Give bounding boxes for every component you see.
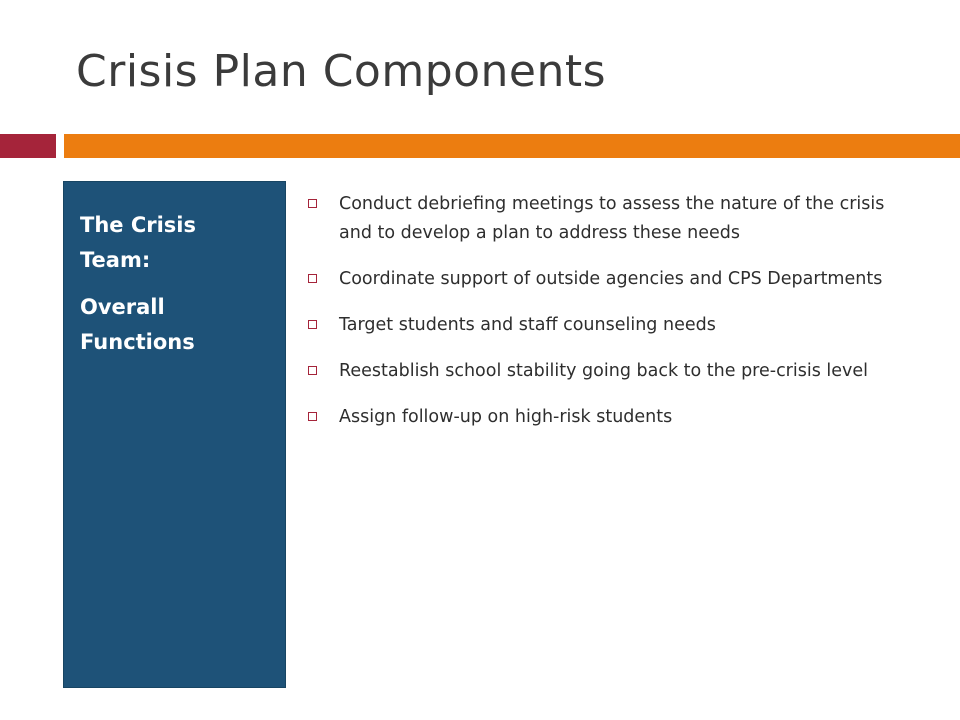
bullet-list — [308, 190, 908, 449]
side-heading-overall-functions: Overall Functions — [80, 295, 195, 354]
square-bullet-icon — [308, 366, 317, 375]
side-heading-crisis-team: The Crisis Team: — [80, 213, 196, 272]
bullet-text: Conduct debriefing meetings to assess the nature of the crisis and to develop a plan to address these needs — [339, 194, 885, 243]
slide-title: Crisis Plan Components — [76, 46, 607, 97]
list-item — [308, 357, 908, 386]
list-item — [308, 265, 908, 294]
list-item — [308, 403, 908, 432]
bullet-text: Reestablish school stability going back to the pre-crisis level — [339, 361, 869, 381]
bullet-text: Assign follow-up on high-risk students — [339, 407, 673, 427]
bullet-text: Target students and staff counseling needs — [339, 315, 716, 335]
square-bullet-icon — [308, 274, 317, 283]
side-panel — [63, 181, 286, 688]
accent-bar-red — [0, 134, 56, 158]
square-bullet-icon — [308, 412, 317, 421]
accent-bar-orange — [64, 134, 960, 158]
list-item — [308, 311, 908, 340]
square-bullet-icon — [308, 320, 317, 329]
square-bullet-icon — [308, 199, 317, 208]
list-item — [308, 190, 908, 248]
bullet-text: Coordinate support of outside agencies and CPS Departments — [339, 269, 883, 289]
